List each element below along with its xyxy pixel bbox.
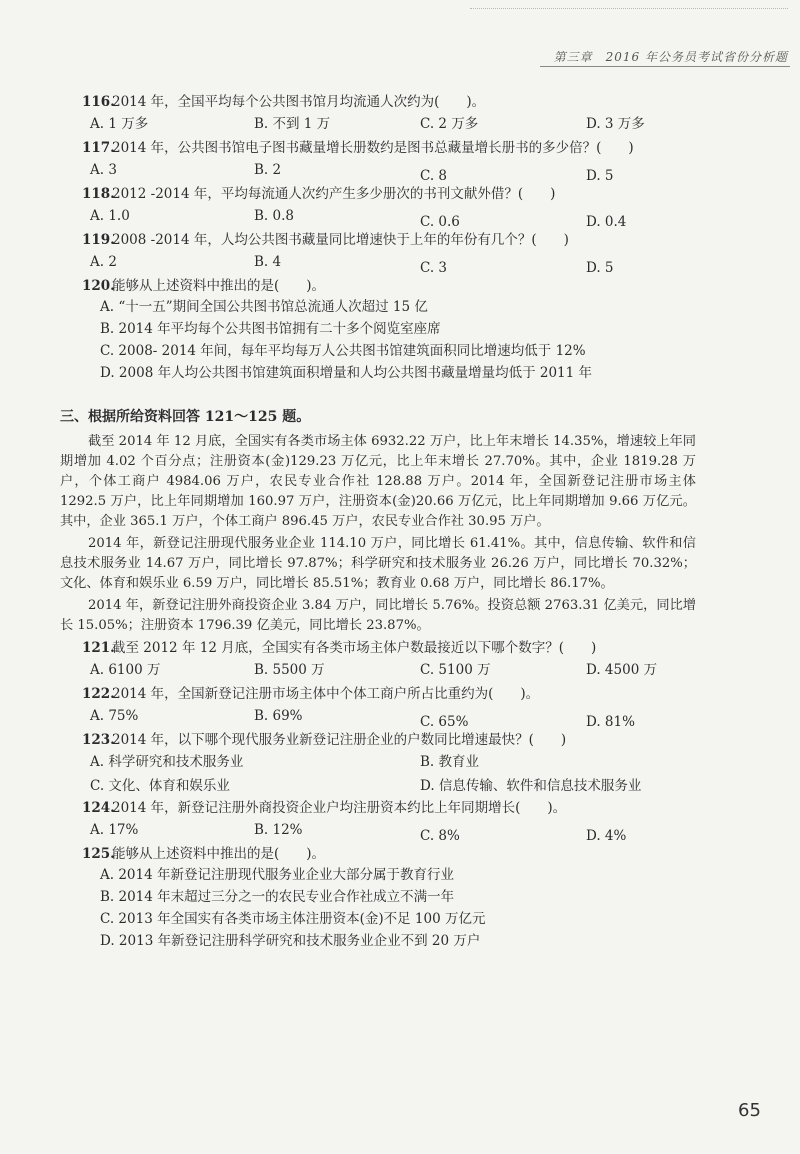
option-a: A. 3	[90, 162, 117, 178]
option-d: D. 5	[586, 168, 614, 184]
question-stem: 2008 -2014 年，人均公共图书藏量同比增速快于上年的年份有几个？( )	[112, 232, 569, 248]
question-124	[82, 798, 696, 844]
question-number: 116.	[82, 94, 115, 110]
option-c: C. 2013 年全国实有各类市场主体注册资本(金)不足 100 万亿元	[100, 911, 486, 927]
question-number: 119.	[82, 232, 115, 248]
option-b: B. 12%	[254, 822, 303, 838]
section-title: 三、根据所给资料回答 121～125 题。	[60, 409, 311, 425]
option-b: B. 4	[254, 254, 282, 270]
question-stem: 能够从上述资料中推出的是( )。	[112, 846, 326, 862]
content	[60, 92, 696, 952]
option-b: B. 0.8	[254, 208, 294, 224]
option-c: C. 8	[420, 168, 448, 184]
material-paragraph: 2014 年，新登记注册现代服务业企业 114.10 万户，同比增长 61.41%。其中，信息传输、软件和信息技术服务业 14.67 万户，同比增长 97.87%；科学研究和技术服务业 26.26 万户，同比增长 70.32%；文化、体育和娱乐业 6.59 万户，同比增长 85.51%；教育业 0.68 万户，同比增长 86.17%。	[60, 536, 696, 591]
option-d: D. 0.4	[586, 214, 627, 230]
option-c: C. 5100 万	[420, 662, 491, 678]
option-d: D. 2008 年人均公共图书馆建筑面积增量和人均公共图书藏量增量均低于 2011 年	[100, 365, 593, 381]
option-d: D. 4%	[586, 828, 627, 844]
question-stem: 2012 -2014 年，平均每流通人次约产生多少册次的书刊文献外借？( )	[112, 186, 556, 202]
question-stem: 2014 年，新登记注册外商投资企业户均注册资本约比上年同期增长( )。	[112, 800, 567, 816]
option-b: B. 教育业	[420, 754, 480, 770]
option-d: D. 81%	[586, 714, 635, 730]
page-number: 65	[738, 1100, 761, 1121]
header-rule	[540, 66, 790, 67]
option-c: C. 2 万多	[420, 116, 479, 132]
option-a: A. “十一五”期间全国公共图书馆总流通人次超过 15 亿	[100, 299, 428, 315]
question-119	[82, 230, 696, 276]
question-number: 125.	[82, 846, 115, 862]
option-c: C. 8%	[420, 828, 460, 844]
question-125	[82, 844, 696, 952]
question-122	[82, 684, 696, 730]
question-stem: 2014 年，公共图书馆电子图书藏量增长册数约是图书总藏量增长册书的多少倍？( )	[112, 140, 634, 156]
option-a: A. 17%	[90, 822, 139, 838]
question-stem: 2014 年，以下哪个现代服务业新登记注册企业的户数同比增速最快？( )	[112, 732, 567, 748]
option-b: B. 2014 年平均每个公共图书馆拥有二十多个阅览室座席	[100, 321, 441, 337]
running-header: 第三章 2016 年公务员考试省份分析题	[553, 50, 788, 64]
question-stem: 截至 2012 年 12 月底，全国实有各类市场主体户数最接近以下哪个数字？( )	[112, 640, 597, 656]
option-c: C. 65%	[420, 714, 469, 730]
option-c: C. 3	[420, 260, 448, 276]
option-d: D. 5	[586, 260, 614, 276]
question-120	[82, 276, 696, 384]
option-d: D. 4500 万	[586, 662, 658, 678]
option-b: B. 5500 万	[254, 662, 325, 678]
question-number: 122.	[82, 686, 115, 702]
option-a: A. 75%	[90, 708, 139, 724]
option-b: B. 不到 1 万	[254, 116, 331, 132]
option-d: D. 3 万多	[586, 116, 645, 132]
question-number: 124.	[82, 800, 115, 816]
question-116	[82, 92, 696, 138]
question-121	[82, 638, 696, 684]
question-number: 117.	[82, 140, 115, 156]
question-number: 120.	[82, 278, 115, 294]
material-paragraph: 截至 2014 年 12 月底，全国实有各类市场主体 6932.22 万户，比上年末增长 14.35%，增速较上年同期增加 4.02 个百分点；注册资本(金)129.23 万亿元，比上年末增长 27.70%。其中，企业 1819.28 万户，个体工商户 4984.06 万户，农民专业合作社 128.88 万户。2014 年，全国新登记注册市场主体 1292.5 万户，比上年同期增加 160.97 万户，注册资本(金)20.66 万亿元，比上年同期增加 9.66 万亿元。其中，企业 365.1 万户，个体工商户 896.45 万户，农民专业合作社 30.95 万户。	[60, 434, 696, 529]
question-stem: 2014 年，全国平均每个公共图书馆月均流通人次约为( )。	[112, 94, 486, 110]
top-dotted-rule	[470, 8, 788, 9]
option-a: A. 1.0	[90, 208, 130, 224]
option-c: C. 0.6	[420, 214, 460, 230]
question-number: 121.	[82, 640, 115, 656]
question-number: 123.	[82, 732, 115, 748]
question-118	[82, 184, 696, 230]
question-117	[82, 138, 696, 184]
option-c: C. 2008- 2014 年间，每年平均每万人公共图书馆建筑面积同比增速均低于 12%	[100, 343, 586, 359]
question-number: 118.	[82, 186, 115, 202]
option-b: B. 2014 年末超过三分之一的农民专业合作社成立不满一年	[100, 889, 455, 905]
option-a: A. 2014 年新登记注册现代服务业企业大部分属于教育行业	[100, 867, 454, 883]
option-b: B. 69%	[254, 708, 303, 724]
option-b: B. 2	[254, 162, 282, 178]
option-a: A. 2	[90, 254, 117, 270]
option-c: C. 文化、体育和娱乐业	[90, 778, 230, 794]
option-a: A. 科学研究和技术服务业	[90, 754, 244, 770]
option-d: D. 信息传输、软件和信息技术服务业	[420, 778, 642, 794]
option-d: D. 2013 年新登记注册科学研究和技术服务业企业不到 20 万户	[100, 933, 481, 949]
question-123	[82, 730, 696, 798]
question-stem: 能够从上述资料中推出的是( )。	[112, 278, 326, 294]
option-a: A. 6100 万	[90, 662, 161, 678]
question-stem: 2014 年，全国新登记注册市场主体中个体工商户所占比重约为( )。	[112, 686, 540, 702]
option-a: A. 1 万多	[90, 116, 149, 132]
material-paragraph: 2014 年，新登记注册外商投资企业 3.84 万户，同比增长 5.76%。投资总额 2763.31 亿美元，同比增长 15.05%；注册资本 1796.39 亿美元，同比增长 23.87%。	[60, 598, 696, 633]
